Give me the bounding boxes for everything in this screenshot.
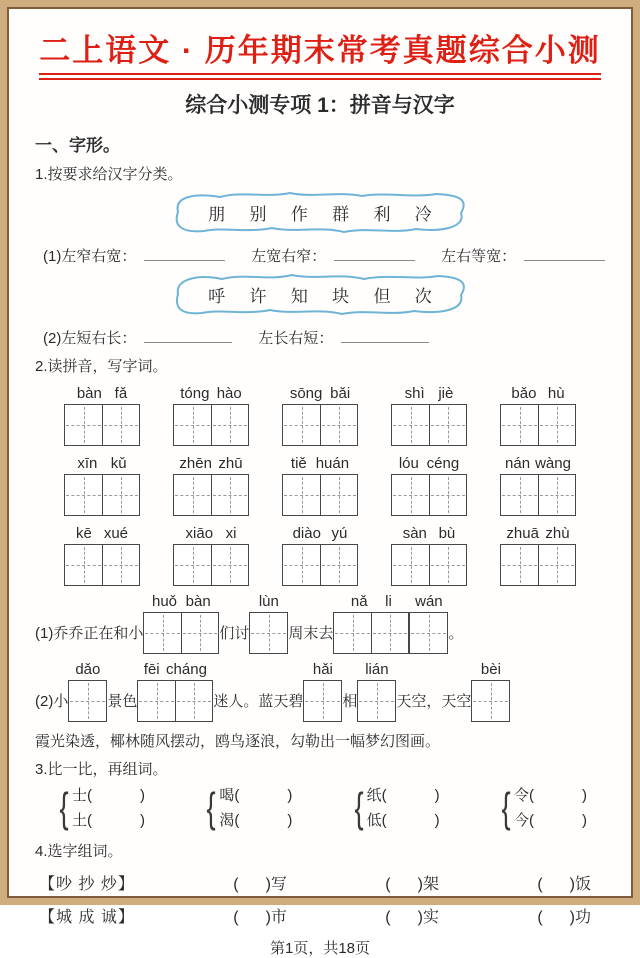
compare-char: 喝 <box>219 787 235 804</box>
writing-grid-box[interactable] <box>173 404 249 446</box>
classify-category-label: (2)左短右长： <box>43 330 137 347</box>
choose-word-row <box>39 871 591 894</box>
pinyin-syllable: wàng <box>535 455 571 472</box>
choose-word-item <box>537 904 591 927</box>
writing-grid-box[interactable] <box>333 612 409 654</box>
paren-close: ) <box>287 787 293 804</box>
writing-cell[interactable] <box>320 405 357 445</box>
writing-grid-box[interactable] <box>173 544 249 586</box>
writing-grid-box[interactable] <box>391 474 467 516</box>
pinyin-label <box>282 385 358 402</box>
writing-cell[interactable] <box>358 681 395 721</box>
pinyin-syllable: huǒ <box>151 593 178 610</box>
paren-close: ) <box>417 909 423 926</box>
char-group-oval-1 <box>162 188 478 236</box>
pinyin-syllable: zhuā <box>506 525 539 542</box>
pinyin-label <box>64 525 140 542</box>
pinyin-row <box>35 385 605 446</box>
pinyin-row <box>35 455 605 516</box>
pinyin-label <box>500 525 576 542</box>
pinyin-word-group <box>282 525 358 586</box>
pinyin-syllable: hǎi <box>312 661 333 678</box>
compare-char: 纸 <box>366 787 382 804</box>
pinyin-syllable: bǎi <box>330 385 351 402</box>
writing-grid-box[interactable] <box>282 404 358 446</box>
sentence-text: 天空，天空 <box>396 693 472 710</box>
sentence-text: 们讨 <box>219 625 250 642</box>
target-char: 写 <box>270 876 287 893</box>
pinyin-word-group <box>173 455 249 516</box>
sentence-text: (1)乔乔正在和小 <box>35 625 144 642</box>
pinyin-syllable: diào <box>292 525 321 542</box>
paren-open: ( <box>87 812 93 829</box>
writing-cell[interactable] <box>65 545 102 585</box>
writing-cell[interactable] <box>174 405 211 445</box>
compare-pair-line <box>367 808 440 833</box>
pinyin-word-group <box>64 385 140 446</box>
compare-pair-group <box>352 783 440 833</box>
pinyin-label <box>173 385 249 402</box>
pinyin-label <box>471 661 510 678</box>
writing-cell[interactable] <box>283 405 320 445</box>
choice-characters: 【城 成 诚】 <box>39 909 135 926</box>
writing-cell[interactable] <box>174 475 211 515</box>
pinyin-syllable: bàn <box>185 593 211 610</box>
paren-open: ( <box>234 787 240 804</box>
compare-pair-line <box>514 808 587 833</box>
pinyin-syllable: kǔ <box>110 455 127 472</box>
pinyin-word-group <box>391 385 467 446</box>
writing-grid-box[interactable] <box>282 544 358 586</box>
question-3-label: 3.比一比，再组词。 <box>35 761 168 778</box>
brace-icon: { <box>501 784 511 831</box>
paren-close: ) <box>265 876 271 893</box>
question-1-label: 1.按要求给汉字分类。 <box>35 166 183 183</box>
question-4-label: 4.选字组词。 <box>35 843 123 860</box>
compare-pair-line <box>367 783 440 808</box>
pinyin-syllable: nán <box>505 455 531 472</box>
writing-cell[interactable] <box>538 475 575 515</box>
pinyin-syllable: xi <box>225 525 237 542</box>
target-char: 市 <box>270 909 287 926</box>
paren-close: ) <box>417 876 423 893</box>
pinyin-label <box>64 385 140 402</box>
writing-cell[interactable] <box>371 613 408 653</box>
writing-cell[interactable] <box>501 475 538 515</box>
target-char: 功 <box>574 909 591 926</box>
paren-open: ( <box>385 909 391 926</box>
pinyin-syllable: lián <box>365 661 389 678</box>
pinyin-word-group <box>391 455 467 516</box>
paren-close: ) <box>434 812 440 829</box>
page-title: 二上语文 · 历年期末常考真题综合小测 <box>39 25 601 80</box>
compare-pair-line <box>219 783 292 808</box>
target-char: 架 <box>422 876 439 893</box>
writing-grid-box[interactable] <box>282 474 358 516</box>
sentence-text: 迷人。蓝天碧 <box>213 693 304 710</box>
writing-grid-box[interactable] <box>391 404 467 446</box>
writing-cell[interactable] <box>501 545 538 585</box>
pinyin-syllable: sàn <box>402 525 427 542</box>
pinyin-label <box>357 661 396 678</box>
paren-open: ( <box>528 812 534 829</box>
pinyin-word-group <box>137 661 213 722</box>
pinyin-word-group <box>282 385 358 446</box>
writing-cell[interactable] <box>175 681 212 721</box>
pinyin-word-group <box>500 385 576 446</box>
writing-cell[interactable] <box>174 545 211 585</box>
pinyin-word-group <box>357 661 396 722</box>
section-heading: 一、字形。 <box>35 136 120 155</box>
title-block <box>35 25 605 80</box>
pinyin-word-group <box>471 661 510 722</box>
brace-icon: { <box>354 784 364 831</box>
pinyin-syllable: fēi <box>143 661 160 678</box>
paren-open: ( <box>234 812 240 829</box>
writing-cell[interactable] <box>250 613 287 653</box>
writing-cell[interactable] <box>65 475 102 515</box>
writing-cell[interactable] <box>410 613 447 653</box>
classify-char: 块 <box>332 286 350 306</box>
answer-blank[interactable] <box>334 247 415 261</box>
writing-cell[interactable] <box>102 545 139 585</box>
paren-close: ) <box>265 909 271 926</box>
compare-pair-group <box>204 783 292 833</box>
choose-word-item <box>385 904 439 927</box>
pinyin-label <box>173 455 249 472</box>
compare-pair-line <box>219 808 292 833</box>
pinyin-label <box>303 661 342 678</box>
paren-open: ( <box>537 909 543 926</box>
writing-cell[interactable] <box>283 545 320 585</box>
pinyin-syllable: xīn <box>77 455 98 472</box>
pinyin-label <box>500 385 576 402</box>
writing-cell[interactable] <box>538 405 575 445</box>
choose-word-rows <box>35 871 605 927</box>
pinyin-label <box>391 385 467 402</box>
target-char: 实 <box>422 909 439 926</box>
choose-word-item <box>385 871 439 894</box>
writing-cell[interactable] <box>102 475 139 515</box>
writing-grid-box[interactable] <box>471 680 510 722</box>
pinyin-label <box>143 593 219 610</box>
writing-grid-box[interactable] <box>64 544 140 586</box>
choose-word-item <box>537 871 591 894</box>
pinyin-word-group <box>303 661 342 722</box>
pinyin-syllable: zhù <box>545 525 570 542</box>
writing-grid-box[interactable] <box>357 680 396 722</box>
pinyin-syllable: jiè <box>438 385 454 402</box>
paren-close: ) <box>287 812 293 829</box>
pinyin-row <box>35 525 605 586</box>
pinyin-label <box>137 661 213 678</box>
pinyin-syllable: wán <box>415 593 443 610</box>
pinyin-label <box>282 455 358 472</box>
compare-pair-group <box>57 783 145 833</box>
pinyin-word-group <box>64 525 140 586</box>
pinyin-label <box>409 593 448 610</box>
paren-open: ( <box>233 909 239 926</box>
writing-grid-box[interactable] <box>64 404 140 446</box>
writing-grid-box[interactable] <box>391 544 467 586</box>
writing-cell[interactable] <box>501 405 538 445</box>
answer-blank[interactable] <box>144 247 225 261</box>
pinyin-word-group <box>333 593 409 654</box>
pinyin-syllable: xiāo <box>185 525 214 542</box>
pinyin-syllable: huán <box>315 455 350 472</box>
question-2-label: 2.读拼音，写字词。 <box>35 358 168 375</box>
writing-grid-box[interactable] <box>500 474 576 516</box>
compare-char: 渴 <box>219 812 235 829</box>
pinyin-syllable: zhēn <box>179 455 212 472</box>
pinyin-syllable: xué <box>103 525 128 542</box>
paren-open: ( <box>381 787 387 804</box>
answer-blank[interactable] <box>341 329 429 343</box>
writing-cell[interactable] <box>211 545 248 585</box>
fill-sentence-2 <box>35 661 605 722</box>
choose-word-row <box>39 904 591 927</box>
sentence-text: (2)小 <box>35 693 69 710</box>
pinyin-syllable: lùn <box>258 593 279 610</box>
classify-char: 许 <box>249 286 267 306</box>
pinyin-syllable: tiě <box>290 455 307 472</box>
paren-open: ( <box>537 876 543 893</box>
answer-blank[interactable] <box>144 329 232 343</box>
pinyin-word-group <box>64 455 140 516</box>
writing-grid-box[interactable] <box>173 474 249 516</box>
classify-blanks-row-2 <box>43 327 605 348</box>
pinyin-word-group <box>391 525 467 586</box>
page-number-footer: 第1页，共18页 <box>269 940 371 957</box>
writing-cell[interactable] <box>472 681 509 721</box>
classify-char: 呼 <box>208 286 226 306</box>
sentence-text: 相 <box>342 693 358 710</box>
compare-pairs-row <box>57 783 587 833</box>
classify-char: 利 <box>373 204 391 224</box>
pinyin-syllable: shì <box>404 385 425 402</box>
paren-close: ) <box>434 787 440 804</box>
pinyin-word-group <box>500 525 576 586</box>
writing-cell[interactable] <box>65 405 102 445</box>
paren-close: ) <box>140 787 146 804</box>
pinyin-syllable: céng <box>426 455 460 472</box>
choose-word-item <box>233 904 287 927</box>
target-char: 饭 <box>574 876 591 893</box>
pinyin-word-group <box>173 525 249 586</box>
sentence-text: 景色 <box>107 693 138 710</box>
pinyin-syllable: bǎo <box>511 385 537 402</box>
pinyin-syllable: bàn <box>76 385 102 402</box>
paren-close: ) <box>569 876 575 893</box>
writing-cell[interactable] <box>429 545 466 585</box>
pinyin-label <box>391 455 467 472</box>
pinyin-syllable: hù <box>547 385 565 402</box>
pinyin-label <box>64 455 140 472</box>
pinyin-writing-grid <box>35 385 605 586</box>
fill-sentence-1 <box>35 593 605 654</box>
paren-open: ( <box>87 787 93 804</box>
classify-char: 但 <box>373 286 391 306</box>
pinyin-syllable: dǎo <box>75 661 101 678</box>
compare-pair-group <box>499 783 587 833</box>
worksheet-page <box>7 7 633 957</box>
writing-cell[interactable] <box>181 613 218 653</box>
pinyin-word-group <box>143 593 219 654</box>
brace-icon: { <box>206 784 216 831</box>
paren-open: ( <box>528 787 534 804</box>
writing-cell[interactable] <box>334 613 371 653</box>
compare-pair-line <box>72 783 145 808</box>
writing-grid-box[interactable] <box>68 680 107 722</box>
classify-char: 冷 <box>414 204 432 224</box>
pinyin-syllable: zhū <box>218 455 243 472</box>
writing-cell[interactable] <box>211 475 248 515</box>
pinyin-word-group <box>282 455 358 516</box>
writing-grid-box[interactable] <box>409 612 448 654</box>
pinyin-syllable: bèi <box>480 661 501 678</box>
writing-cell[interactable] <box>429 405 466 445</box>
classify-char: 朋 <box>208 204 226 224</box>
paren-open: ( <box>233 876 239 893</box>
pinyin-syllable: kē <box>75 525 92 542</box>
pinyin-label <box>173 525 249 542</box>
classify-blanks-row-1 <box>43 245 605 266</box>
writing-grid-box[interactable] <box>137 680 213 722</box>
writing-grid-box[interactable] <box>500 404 576 446</box>
pinyin-word-group <box>249 593 288 654</box>
pinyin-label <box>249 593 288 610</box>
choose-word-item <box>233 871 287 894</box>
pinyin-syllable: cháng <box>166 661 207 678</box>
writing-cell[interactable] <box>138 681 175 721</box>
pinyin-syllable: bù <box>438 525 456 542</box>
compare-char: 今 <box>513 812 529 829</box>
pinyin-label <box>391 525 467 542</box>
pinyin-word-group <box>173 385 249 446</box>
writing-cell[interactable] <box>320 545 357 585</box>
compare-pair-line <box>72 808 145 833</box>
paren-open: ( <box>385 876 391 893</box>
pinyin-syllable: tóng <box>180 385 210 402</box>
sentence-2-continuation: 霞光染透，椰林随风摆动，鸥鸟逐浪，勾勒出一幅梦幻图画。 <box>35 733 441 750</box>
paren-close: ) <box>581 812 587 829</box>
paren-close: ) <box>140 812 146 829</box>
pinyin-word-group <box>68 661 107 722</box>
pinyin-syllable: nǎ <box>350 593 368 610</box>
compare-char: 土 <box>72 812 88 829</box>
classify-char: 知 <box>290 286 308 306</box>
paren-close: ) <box>581 787 587 804</box>
writing-cell[interactable] <box>102 405 139 445</box>
char-group-oval-2 <box>162 270 478 318</box>
writing-cell[interactable] <box>69 681 106 721</box>
writing-cell[interactable] <box>144 613 181 653</box>
pinyin-word-group <box>409 593 448 654</box>
page-subtitle: 综合小测专项 1：拼音与汉字 <box>185 94 455 117</box>
writing-cell[interactable] <box>392 545 429 585</box>
compare-char: 士 <box>72 787 88 804</box>
sentence-text: 周末去 <box>288 625 334 642</box>
writing-cell[interactable] <box>392 405 429 445</box>
writing-cell[interactable] <box>304 681 341 721</box>
classify-category-label: (1)左窄右宽： <box>43 248 137 265</box>
classify-category-label: 左右等宽： <box>441 248 517 265</box>
sentence-text: 。 <box>448 625 464 642</box>
pinyin-syllable: lóu <box>398 455 419 472</box>
paren-close: ) <box>569 909 575 926</box>
classify-char: 别 <box>249 204 267 224</box>
classify-category-label: 左宽右窄： <box>251 248 327 265</box>
brace-icon: { <box>59 784 69 831</box>
answer-blank[interactable] <box>524 247 605 261</box>
classify-char: 次 <box>414 286 432 306</box>
pinyin-label <box>68 661 107 678</box>
pinyin-syllable: yú <box>331 525 348 542</box>
writing-grid-box[interactable] <box>64 474 140 516</box>
pinyin-label <box>333 593 409 610</box>
compare-char: 低 <box>366 812 382 829</box>
writing-grid-box[interactable] <box>143 612 219 654</box>
writing-cell[interactable] <box>392 475 429 515</box>
writing-cell[interactable] <box>211 405 248 445</box>
pinyin-syllable: sōng <box>289 385 323 402</box>
writing-cell[interactable] <box>283 475 320 515</box>
classify-char: 群 <box>332 204 350 224</box>
pinyin-syllable: hào <box>216 385 242 402</box>
choice-characters: 【吵 抄 炒】 <box>39 876 135 893</box>
compare-pair-line <box>514 783 587 808</box>
pinyin-word-group <box>500 455 576 516</box>
compare-char: 令 <box>513 787 529 804</box>
writing-cell[interactable] <box>538 545 575 585</box>
pinyin-syllable: li <box>385 593 392 610</box>
pinyin-syllable: fǎ <box>114 385 128 402</box>
writing-cell[interactable] <box>429 475 466 515</box>
classify-char: 作 <box>290 204 308 224</box>
paren-open: ( <box>381 812 387 829</box>
pinyin-label <box>282 525 358 542</box>
writing-cell[interactable] <box>320 475 357 515</box>
writing-grid-box[interactable] <box>500 544 576 586</box>
classify-category-label: 左长右短： <box>258 330 334 347</box>
writing-grid-box[interactable] <box>249 612 288 654</box>
writing-grid-box[interactable] <box>303 680 342 722</box>
pinyin-label <box>500 455 576 472</box>
